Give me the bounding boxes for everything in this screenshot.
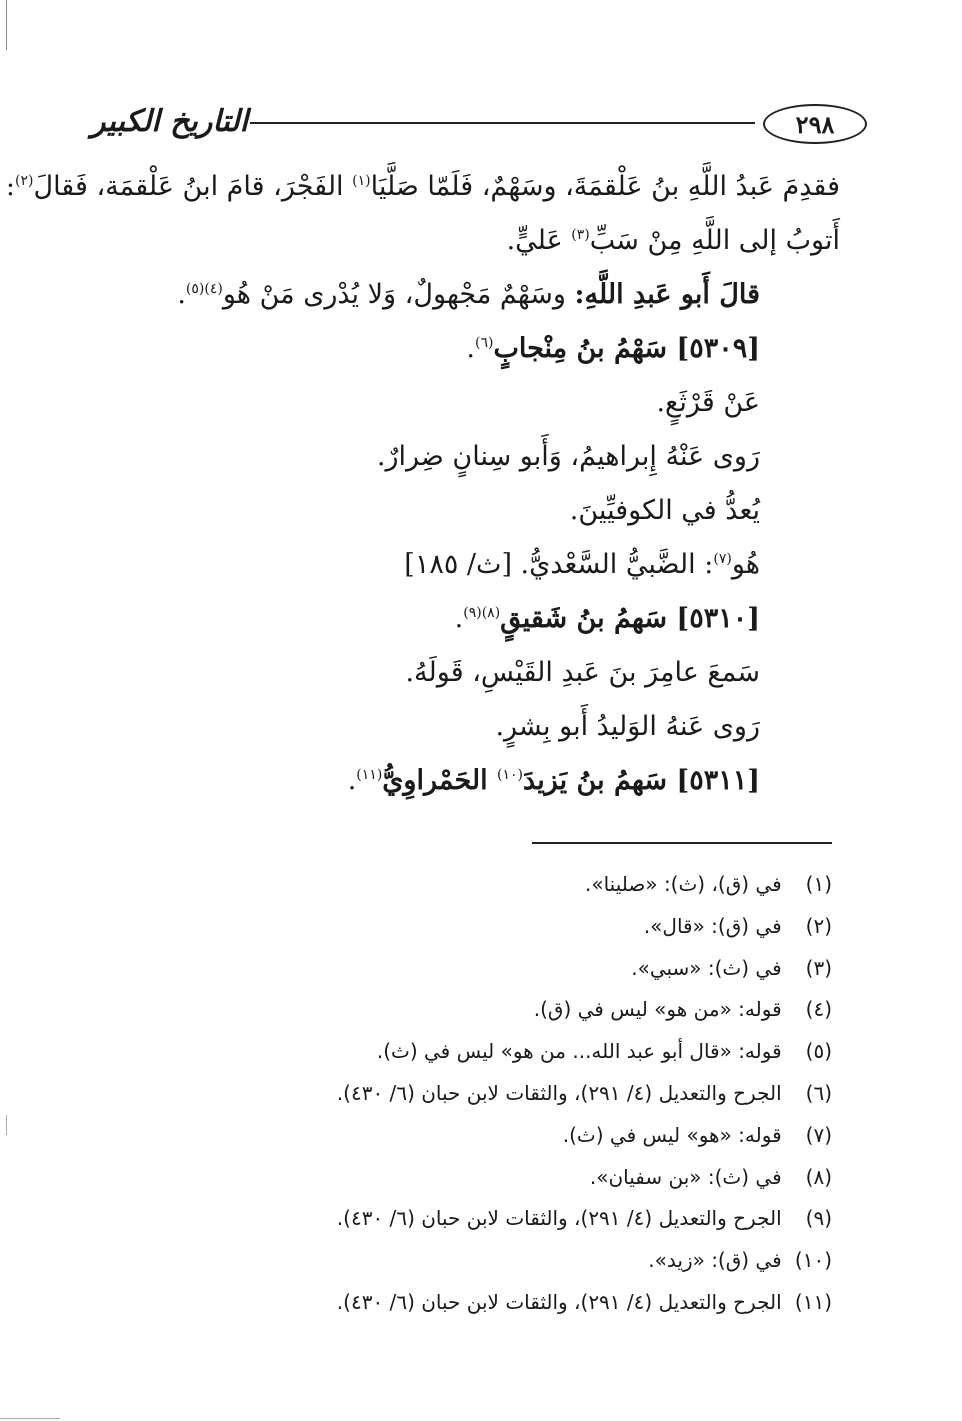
page-edge-mark — [6, 1115, 7, 1135]
footnote-number: (٤) — [805, 997, 832, 1022]
footnote-text: الجرح والتعديل (٤/ ٢٩١)، والثقات لابن حبان (٦/ ٤٣٠). — [336, 1289, 782, 1314]
text-span: : الضَّبيُّ السَّعْديُّ. [ث/ ١٨٥] — [404, 549, 714, 580]
entry-heading — [120, 592, 840, 646]
footnote-item — [170, 1157, 832, 1199]
speaker-label: قالَ أَبو عَبدِ اللَّهِ: — [574, 279, 760, 310]
text-span: : — [5, 171, 15, 202]
text-span: . — [347, 765, 357, 796]
text-line: عَنْ قَرْثَعٍ. — [656, 387, 760, 418]
text-line — [120, 214, 840, 268]
footnote-item — [170, 1240, 832, 1282]
footnote-number: (١٠) — [794, 1248, 832, 1273]
footnote-text: قوله: «قال أبو عبد الله... من هو» ليس في (ث). — [376, 1039, 782, 1064]
footnote-item — [170, 948, 832, 990]
footnote-number: (٧) — [805, 1122, 832, 1147]
footnote-text: في (ق): «قال». — [643, 913, 782, 938]
footnote-item — [170, 1073, 832, 1115]
footnote-number: (٢) — [805, 913, 832, 938]
entry-title: [٥٣١١] سَهمُ بنُ يَزيدَ — [523, 765, 760, 796]
page-header — [0, 96, 962, 156]
footnote-text: قوله: «من هو» ليس في (ق). — [533, 997, 782, 1022]
footnote-separator — [532, 842, 832, 844]
text-span: . — [466, 333, 475, 364]
footnote-number: (٦) — [805, 1080, 832, 1105]
footnote-marker: (٤)(٥) — [185, 281, 223, 297]
footnote-item — [170, 1031, 832, 1073]
footnote-number: (١١) — [794, 1289, 832, 1314]
footnote-marker: (٦) — [474, 335, 494, 351]
footnote-marker: (٧) — [713, 551, 732, 567]
entry-title: الحَمْراوِيُّ — [382, 765, 498, 796]
text-span: . — [177, 279, 186, 310]
footnote-number: (٣) — [805, 955, 832, 980]
entry-heading — [120, 322, 840, 376]
footnote-item — [170, 1115, 832, 1157]
footnote-item — [170, 1198, 832, 1240]
footnote-number: (٩) — [805, 1206, 832, 1231]
header-rule — [250, 122, 755, 124]
text-span: فقدِمَ عَبدُ اللَّهِ بنُ عَلْقمَةَ، وسَهْمٌ، فَلَمّا صَلَّيَا — [370, 171, 840, 202]
footnote-marker: (١) — [352, 173, 371, 189]
footnote-text: الجرح والتعديل (٤/ ٢٩١)، والثقات لابن حبان (٦/ ٤٣٠). — [336, 1080, 782, 1105]
text-line: سَمعَ عامِرَ بنَ عَبدِ القَيْسِ، قَولَهُ. — [405, 657, 760, 688]
page-edge-bottom — [0, 1418, 60, 1419]
entry-title: [٥٣٠٩] سَهْمُ بنُ مِنْجابٍ — [493, 333, 760, 364]
entry-title: [٥٣١٠] سَهمُ بنُ شَقيقٍ — [500, 603, 760, 634]
footnote-marker: (٢) — [14, 173, 34, 189]
footnote-item — [170, 989, 832, 1031]
footnote-item — [170, 864, 832, 906]
text-span: أَتوبُ إلى اللَّهِ مِنْ سَبِّ — [589, 225, 840, 256]
footnote-marker: (٨)(٩) — [463, 605, 501, 621]
text-line — [5, 160, 840, 214]
footnote-number: (٥) — [805, 1039, 832, 1064]
page-number: ٢٩٨ — [763, 104, 867, 144]
text-line — [120, 268, 840, 322]
text-span: هُو — [731, 549, 760, 580]
footnote-text: الجرح والتعديل (٤/ ٢٩١)، والثقات لابن حبان (٦/ ٤٣٠). — [336, 1206, 782, 1231]
footnote-text: في (ث): «سبي». — [631, 955, 782, 980]
footnote-number: (١) — [805, 872, 832, 896]
footnote-item — [170, 1282, 832, 1324]
text-line: رَوى عَنْهُ إِبراهيمُ، وَأَبو سِنانٍ ضِرارٌ. — [376, 441, 760, 472]
main-text — [5, 160, 840, 808]
footnote-marker: (١١) — [356, 767, 383, 783]
footnote-item — [170, 906, 832, 948]
text-line: رَوى عَنهُ الوَليدُ أَبو بِشرٍ. — [495, 711, 760, 742]
footnotes — [170, 864, 832, 1324]
footnote-text: قوله: «هو» ليس في (ث). — [562, 1122, 782, 1147]
footnote-text: في (ث): «بن سفيان». — [589, 1164, 782, 1189]
text-span: الفَجْرَ، قامَ ابنُ عَلْقمَة، فَقالَ — [33, 171, 353, 202]
footnote-text: في (ق): «زيد». — [648, 1248, 782, 1273]
page-edge-line — [6, 0, 7, 50]
footnote-number: (٨) — [805, 1164, 832, 1189]
text-span: عَليٍّ. — [506, 225, 572, 256]
footnote-marker: (٣) — [571, 227, 590, 243]
text-line: يُعدُّ في الكوفيِّينَ. — [569, 495, 760, 526]
entry-heading — [120, 754, 840, 808]
book-title: التاريخ الكبير — [90, 104, 248, 139]
text-span: وسَهْمٌ مَجْهولٌ، وَلا يُدْرى مَنْ هُو — [222, 279, 575, 310]
text-line — [120, 538, 840, 592]
footnote-text: في (ق)، (ث): «صلينا». — [584, 872, 782, 896]
footnote-marker: (١٠) — [497, 767, 524, 783]
text-span: . — [454, 603, 464, 634]
